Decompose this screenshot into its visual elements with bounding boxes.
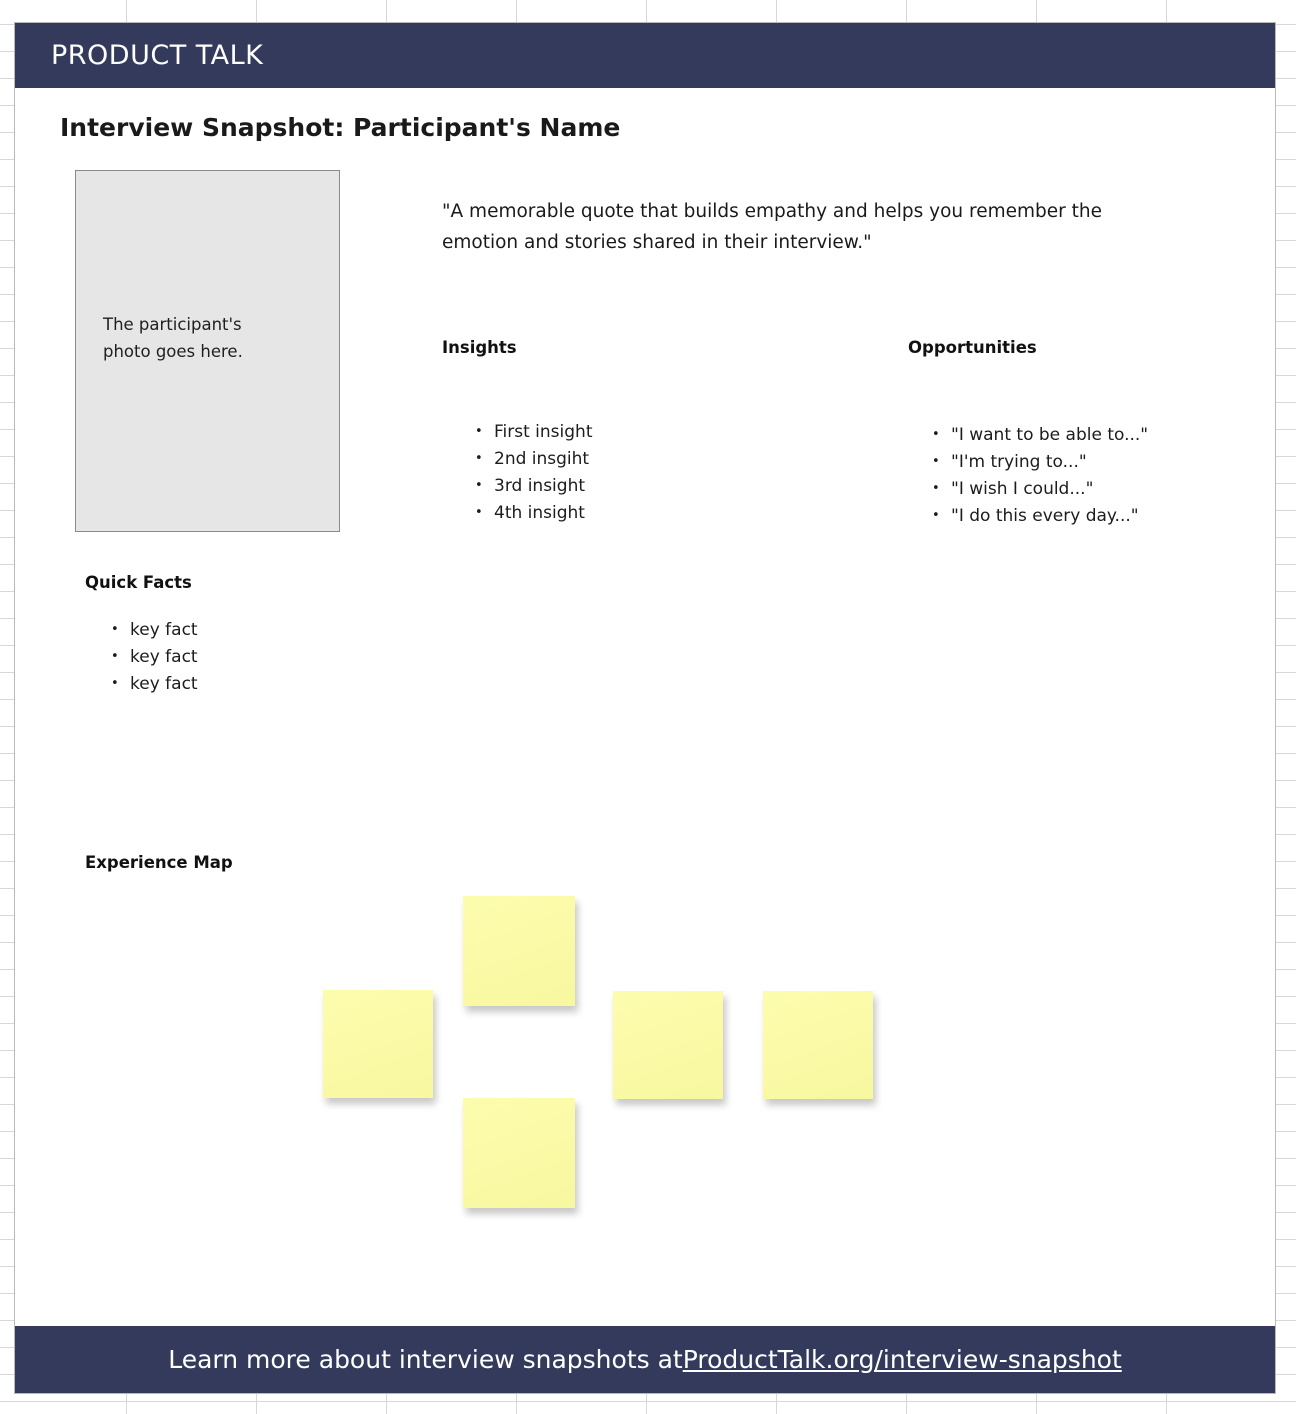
brand-title: PRODUCT TALK <box>51 40 264 71</box>
photo-placeholder-line2: photo goes here. <box>103 342 243 361</box>
participant-quote: "A memorable quote that builds empathy and helps you remember the emotion and stories shared in their interview." <box>442 201 1102 253</box>
list-item: • key fact <box>109 617 198 644</box>
page-title: Interview Snapshot: Participant's Name <box>60 113 621 142</box>
list-item: • First insight <box>473 419 593 446</box>
list-item: • "I wish I could..." <box>930 476 1148 503</box>
participant-photo-placeholder[interactable] <box>75 170 340 532</box>
header-banner <box>15 23 1275 88</box>
list-item: • 2nd insgiht <box>473 446 593 473</box>
photo-placeholder-line1: The participant's <box>103 315 242 334</box>
insights-heading: Insights <box>442 338 517 357</box>
photo-placeholder-text <box>103 311 293 365</box>
opportunities-list <box>930 422 1148 530</box>
quick-facts-list <box>109 617 198 698</box>
quick-facts-heading: Quick Facts <box>85 573 192 592</box>
footer-banner <box>15 1326 1275 1393</box>
experience-map-heading: Experience Map <box>85 853 233 872</box>
sticky-note[interactable] <box>613 991 723 1099</box>
list-item: • 3rd insight <box>473 473 593 500</box>
footer-link[interactable]: ProductTalk.org/interview-snapshot <box>682 1345 1122 1374</box>
template-body <box>15 88 1275 1328</box>
list-item: • "I want to be able to..." <box>930 422 1148 449</box>
list-item: • key fact <box>109 644 198 671</box>
list-item: • key fact <box>109 671 198 698</box>
footer-text: Learn more about interview snapshots at <box>168 1345 683 1374</box>
sticky-note[interactable] <box>463 896 575 1006</box>
sticky-note[interactable] <box>323 990 433 1098</box>
list-item: • "I'm trying to..." <box>930 449 1148 476</box>
list-item: • "I do this every day..." <box>930 503 1148 530</box>
insights-list <box>473 419 593 527</box>
interview-snapshot-template <box>14 22 1276 1394</box>
list-item: • 4th insight <box>473 500 593 527</box>
opportunities-heading: Opportunities <box>908 338 1037 357</box>
sticky-note[interactable] <box>763 991 873 1099</box>
sticky-note[interactable] <box>463 1098 575 1208</box>
